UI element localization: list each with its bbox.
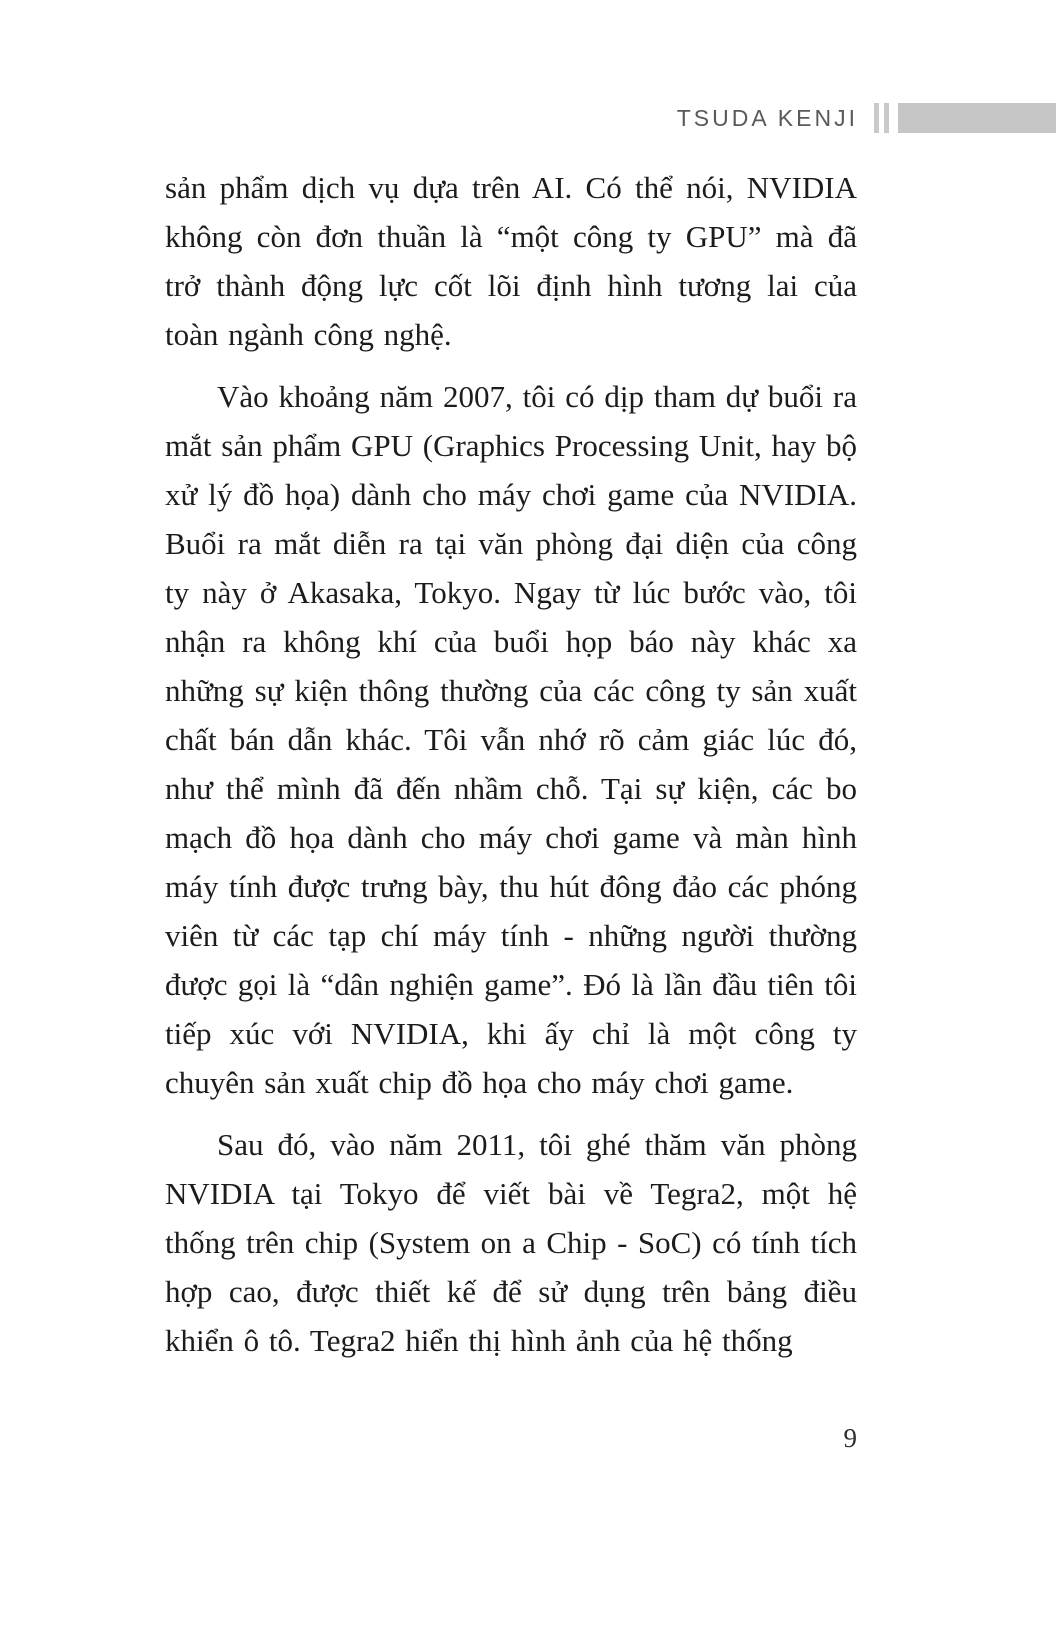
running-head-author: TSUDA KENJI (676, 104, 858, 131)
paragraph-continuation: sản phẩm dịch vụ dựa trên AI. Có thể nói, NVIDIA không còn đơn thuần là “một công ty GPU” mà đã trở thành động lực cốt lõi định hình tương lai của toàn ngành công nghệ. (165, 170, 857, 352)
paragraph: Vào khoảng năm 2007, tôi có dịp tham dự buổi ra mắt sản phẩm GPU (Graphics Processing Unit, hay bộ xử lý đồ họa) dành cho máy chơi game của NVIDIA. Buổi ra mắt diễn ra tại văn phòng đại diện của công ty này ở Akasaka, Tokyo. Ngay từ lúc bước vào, tôi nhận ra không khí của buổi họp báo này khác xa những sự kiện thông thường của các công ty sản xuất chất bán dẫn khác. Tôi vẫn nhớ rõ cảm giác lúc đó, như thể mình đã đến nhầm chỗ. Tại sự kiện, các bo mạch đồ họa dành cho máy chơi game và màn hình máy tính được trưng bày, thu hút đông đảo các phóng viên từ các tạp chí máy tính - những người thường được gọi là “dân nghiện game”. Đó là lần đầu tiên tôi tiếp xúc với NVIDIA, khi ấy chỉ là một công ty chuyên sản xuất chip đồ họa cho máy chơi game. (165, 379, 857, 1100)
page-footer (165, 1423, 857, 1454)
header-decor-bar (874, 103, 879, 133)
paragraph: Sau đó, vào năm 2011, tôi ghé thăm văn phòng NVIDIA tại Tokyo để viết bài về Tegra2, một hệ thống trên chip (System on a Chip - SoC) có tính tích hợp cao, được thiết kế để sử dụng trên bảng điều khiển ô tô. Tegra2 hiển thị hình ảnh của hệ thống (165, 1127, 857, 1358)
header-decor-bars (874, 103, 889, 133)
page-number: 9 (843, 1423, 857, 1453)
header-decor-block (898, 103, 1056, 133)
header-decor-bar (884, 103, 889, 133)
page-body (165, 163, 857, 1378)
page-header (0, 103, 1056, 133)
